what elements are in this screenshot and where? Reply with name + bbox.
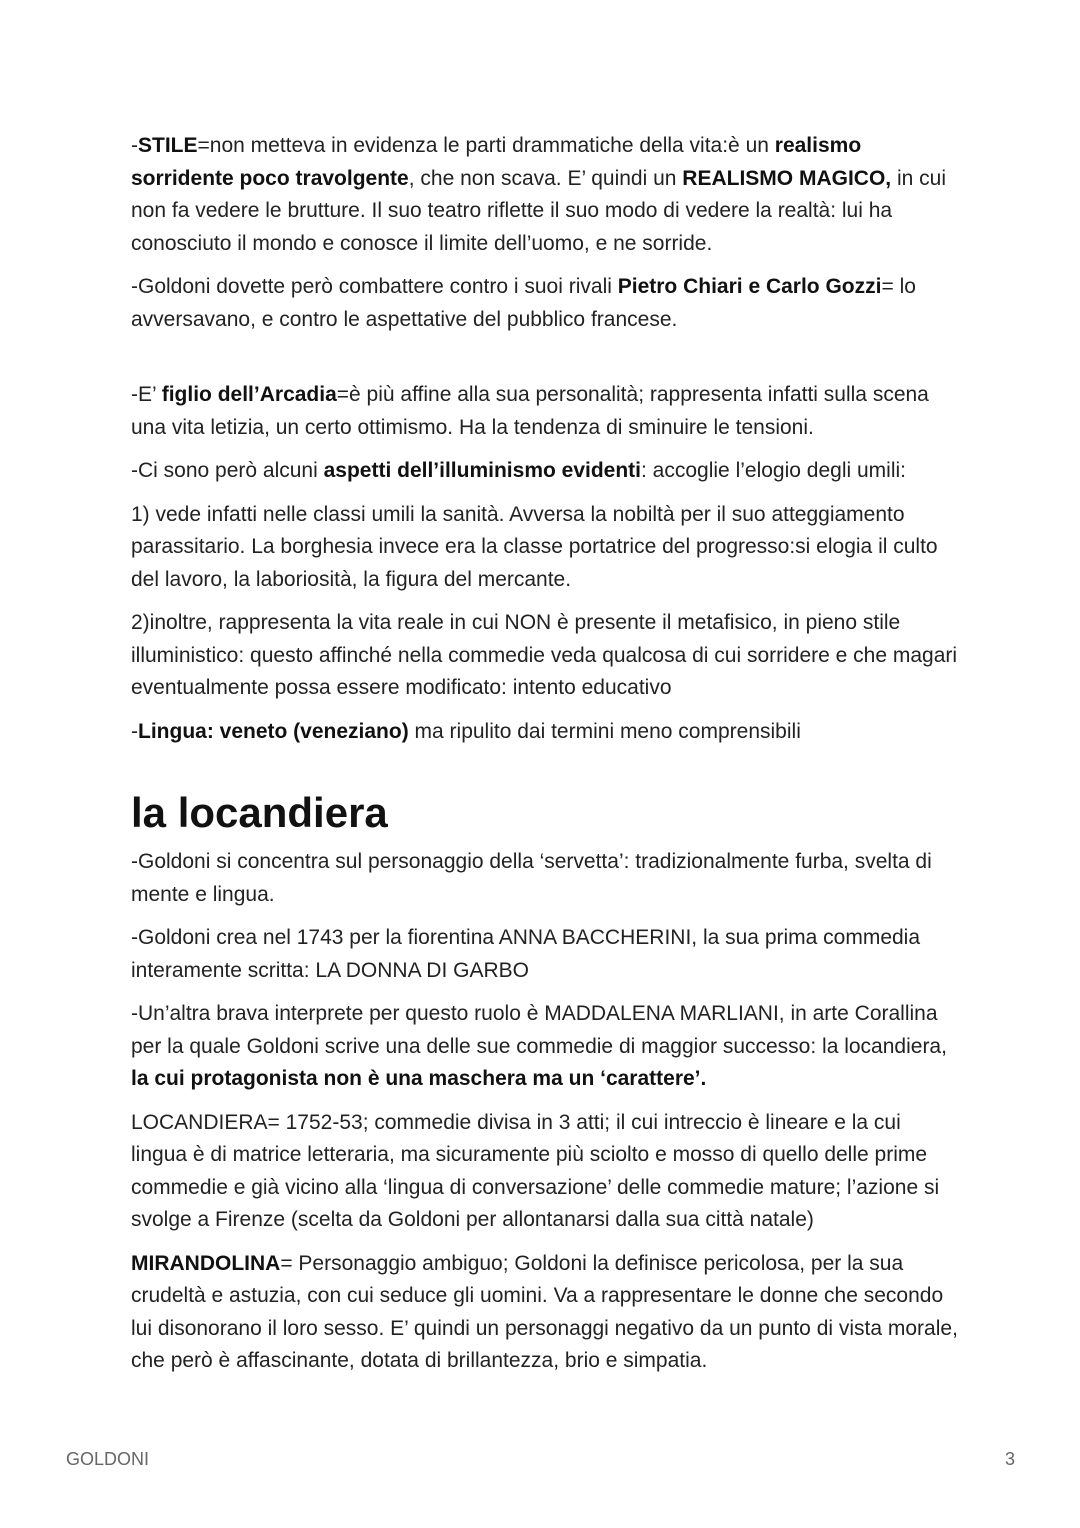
document-body — [131, 130, 961, 1378]
text-run: ma ripulito dai termini meno comprensibili — [408, 719, 801, 743]
text-run: in cui non fa vedere le brutture. Il suo teatro riflette il suo modo di vedere la realtà: lui ha conosciuto il mondo e conosce il limite dell’uomo, e ne sorride. — [131, 166, 946, 255]
paragraph-servetta: -Goldoni si concentra sul personaggio della ‘servetta’: tradizionalmente furba, svelta di mente e lingua. — [131, 850, 932, 906]
text-run: -Goldoni dovette però combattere contro i suoi rivali — [131, 275, 618, 298]
text-run: - — [131, 719, 138, 743]
bold-term: figlio dell’Arcadia — [161, 383, 337, 406]
text-run: = Personaggio ambiguo; Goldoni la definisce pericolosa, per la sua crudeltà e astuzia, con cui seduce gli uomini. Va a rappresentare le donne che secondo lui disonorano il loro sesso. E’ quindi un personaggi negativo da un punto di vista morale, che però è affascinante, dotata di brillantezza, brio e simpatia. — [131, 1251, 958, 1372]
text-run: : accoglie l’elogio degli umili: — [641, 459, 906, 482]
paragraph-stile — [131, 130, 961, 260]
paragraph-point-2: 2)inoltre, rappresenta la vita reale in cui NON è presente il metafisico, in pieno stile illuministico: questo affinché nella commedie veda qualcosa di cui sorridere e che magari eventualmente possa essere modificato: intento educativo — [131, 611, 958, 699]
bold-term: realismo sorridente poco travolgente — [131, 134, 862, 190]
paragraph-illuminismo — [131, 455, 961, 488]
text-run: -E’ — [131, 383, 162, 406]
bold-term: MIRANDOLINA — [131, 1251, 281, 1275]
bold-term: REALISMO MAGICO, — [682, 166, 892, 190]
text-run: =non metteva in evidenza le parti drammatiche della vita:è un — [197, 134, 775, 157]
paragraph-rivali — [131, 271, 961, 336]
text-run: = lo avversavano, e contro le aspettative del pubblico francese. — [131, 275, 916, 331]
text-run: =è più affine alla sua personalità; rappresenta infatti sulla scena una vita letizia, un certo ottimismo. Ha la tendenza di sminuire le tensioni. — [131, 383, 929, 439]
text-run: -Un’altra brava interprete per questo ruolo è MADDALENA MARLIANI, in arte Corallina per la quale Goldoni scrive una delle sue commedie di maggior successo: la locandiera, — [131, 1002, 947, 1058]
paragraph-lingua — [131, 716, 961, 749]
paragraph-mirandolina — [131, 1248, 961, 1378]
bold-term: la cui protagonista non è una maschera ma un ‘carattere’. — [131, 1067, 707, 1090]
paragraph-baccherini: -Goldoni crea nel 1743 per la fiorentina ANNA BACCHERINI, la sua prima commedia interamente scritta: LA DONNA DI GARBO — [131, 926, 921, 982]
footer-title: GOLDONI — [66, 1449, 150, 1469]
bold-term: aspetti dell’illuminismo evidenti — [323, 459, 642, 482]
bold-term: Lingua: veneto (veneziano) — [138, 719, 409, 743]
section-heading: la locandiera — [131, 789, 388, 836]
text-run: -Ci sono però alcuni — [131, 459, 324, 482]
paragraph-marliani — [131, 998, 961, 1096]
paragraph-point-1: 1) vede infatti nelle classi umili la sanità. Avversa la nobiltà per il suo atteggiamento parassitario. La borghesia invece era la classe portatrice del progresso:si elogia il culto del lavoro, la laboriosità, la figura del mercante. — [131, 502, 938, 591]
page-number: 3 — [1004, 1449, 1015, 1469]
bold-term: Pietro Chiari e Carlo Gozzi — [617, 275, 882, 298]
paragraph-arcadia — [131, 379, 961, 444]
paragraph-locandiera: LOCANDIERA= 1752-53; commedie divisa in 3 atti; il cui intreccio è lineare e la cui lingua è di matrice letteraria, ma sicuramente più sciolto e mosso di quello delle prime commedie e già vicino alla ‘lingua di conversazione’ delle commedie mature; l’azione si svolge a Firenze (scelta da Goldoni per allontanarsi dalla sua città natale) — [131, 1110, 940, 1231]
text-run: - — [131, 134, 138, 157]
bold-term: STILE — [138, 134, 198, 157]
text-run: , che non scava. E’ quindi un — [408, 166, 683, 190]
